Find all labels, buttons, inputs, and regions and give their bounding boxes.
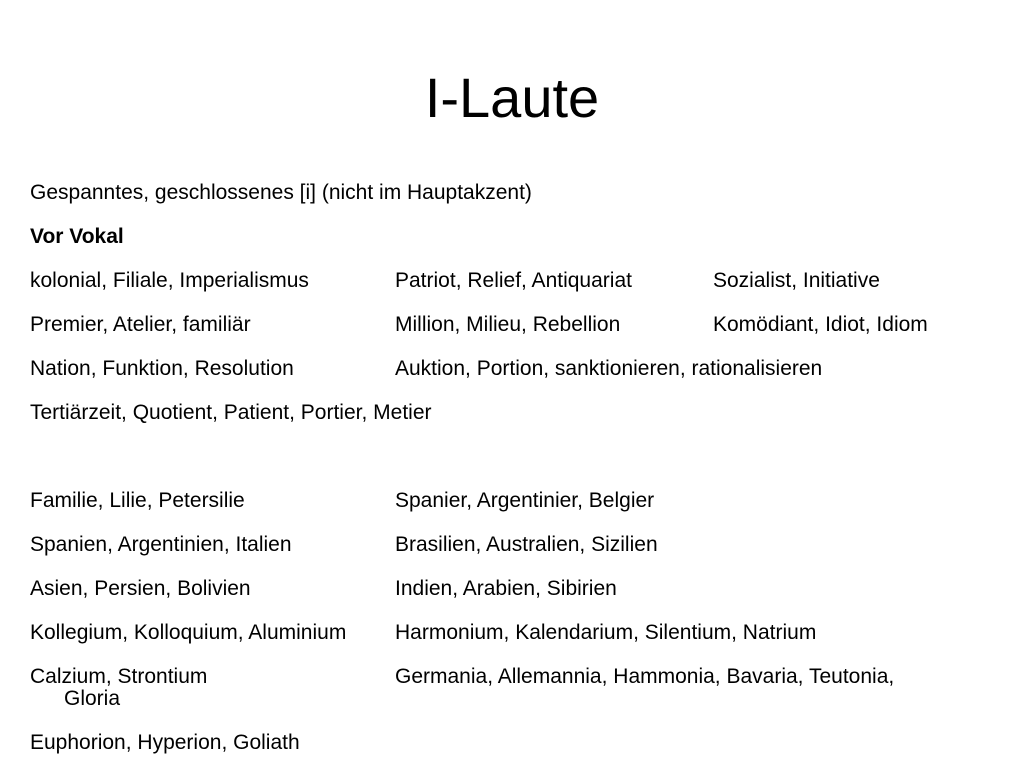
word-cell: Familie, Lilie, Petersilie xyxy=(30,489,245,512)
subtitle-line xyxy=(30,178,1010,222)
word-cell: Premier, Atelier, familiär xyxy=(30,313,251,336)
word-row xyxy=(30,354,1010,398)
word-row xyxy=(30,398,1010,442)
word-cell-continuation: Gloria xyxy=(64,687,121,710)
word-cell: kolonial, Filiale, Imperialismus xyxy=(30,269,309,292)
word-row xyxy=(30,530,1010,574)
word-cell: Euphorion, Hyperion, Goliath xyxy=(30,731,300,754)
word-row xyxy=(30,310,1010,354)
word-cell: Tertiärzeit, Quotient, Patient, Portier, Metier xyxy=(30,401,432,424)
word-row xyxy=(30,574,1010,618)
word-cell: Nation, Funktion, Resolution xyxy=(30,357,294,380)
word-cell: Brasilien, Australien, Sizilien xyxy=(395,533,658,556)
word-cell: Calzium, Strontium xyxy=(30,665,208,688)
spacer xyxy=(30,442,1010,486)
word-cell: Kollegium, Kolloquium, Aluminium xyxy=(30,621,347,644)
subtitle: Gespanntes, geschlossenes [i] (nicht im Hauptakzent) xyxy=(30,181,532,204)
word-cell: Komödiant, Idiot, Idiom xyxy=(713,313,928,336)
word-cell: Spanien, Argentinien, Italien xyxy=(30,533,292,556)
word-cell: Spanier, Argentinier, Belgier xyxy=(395,489,655,512)
word-row xyxy=(30,662,1010,728)
word-row xyxy=(30,728,1010,768)
word-cell: Harmonium, Kalendarium, Silentium, Natrium xyxy=(395,621,817,644)
word-cell: Million, Milieu, Rebellion xyxy=(395,313,621,336)
word-cell: Asien, Persien, Bolivien xyxy=(30,577,251,600)
word-cell: Sozialist, Initiative xyxy=(713,269,880,292)
section-heading-line xyxy=(30,222,1010,266)
word-cell: Patriot, Relief, Antiquariat xyxy=(395,269,632,292)
slide-title: I-Laute xyxy=(424,66,600,129)
slide-content xyxy=(30,178,1010,768)
word-row xyxy=(30,486,1010,530)
word-row xyxy=(30,618,1010,662)
word-cell: Indien, Arabien, Sibirien xyxy=(395,577,617,600)
word-row xyxy=(30,266,1010,310)
section-heading: Vor Vokal xyxy=(30,225,124,248)
word-cell: Auktion, Portion, sanktionieren, rationalisieren xyxy=(395,357,823,380)
word-cell: Germania, Allemannia, Hammonia, Bavaria, Teutonia, xyxy=(395,665,895,688)
